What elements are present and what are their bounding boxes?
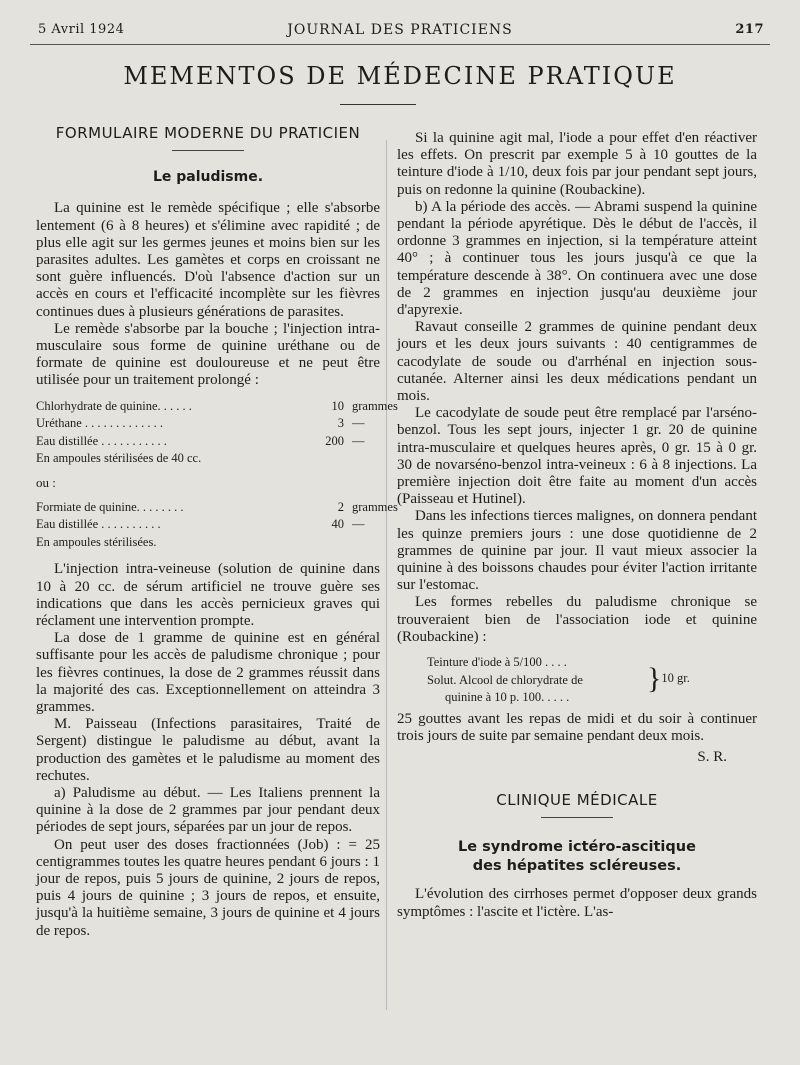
paragraph: a) Paludisme au début. — Les Italiens prennent la quinine à la dose de 2 grammes par jour pendant deux périodes de sept jours, séparées par un jour de repos.	[36, 784, 380, 836]
prescription	[36, 499, 398, 552]
signature: S. R.	[697, 749, 727, 765]
paragraph: On peut user des doses fractionnées (Job) : = 25 centigrammes toutes les quatre heures pendant 6 jours : 1 jour de repos, puis 5 jours de quinine, 2 jours de repos, puis 4 jours de quinine ; 3 jours de repos, et ensuite, jusqu'à la huitième semaine, 3 jours de quinine et 4 jours de repos.	[36, 836, 380, 939]
unit: grammes	[352, 499, 398, 514]
paragraph: Ravaut conseille 2 grammes de quinine pendant deux jours et les deux jours suivants : 40 centigrammes de cacodylate de soude ou d'arrhénal en injection sous-cutanée. Alterner ainsi les deux médications pendant un mois.	[397, 319, 757, 405]
paragraph: La dose de 1 gramme de quinine est en général suffisante pour les accès de paludisme chronique ; pour les fièvres continues, la dose de 2 grammes réussit dans la majorité des cas. Exceptionnellement on atteindra 3 grammes.	[36, 630, 380, 715]
article-title-line: Le syndrome ictéro-ascitique	[458, 839, 696, 856]
ingredient: Eau distillée . . . . . . . . . .	[36, 517, 161, 532]
prescription	[427, 654, 757, 707]
page-number: 217	[735, 22, 764, 37]
quantity: 200	[325, 433, 344, 448]
paragraph: b) A la période des accès. — Abrami suspend la quinine pendant la période apyrétique. Dès le début de l'accès, il ordonne 3 grammes en injection, si la température atteint 40° ; à continuer tous les jours jusqu'à ce que la température descende à 38°. On continuera avec une dose de 2 grammes en injection jusqu'au deuxième jour d'apyrexie.	[397, 198, 757, 319]
quantity: 3	[337, 416, 344, 431]
prescription	[36, 398, 398, 468]
ingredient: quinine à 10 p. 100. . . . .	[445, 690, 570, 705]
unit: —	[352, 433, 365, 448]
section-heading: FORMULAIRE MODERNE DU PRATICIEN	[55, 124, 361, 142]
brace: }	[647, 662, 662, 696]
prescription-row	[36, 398, 398, 416]
paragraph: Si la quinine agit mal, l'iode a pour effet d'en réactiver les effets. On prescrit par exemple 5 à 10 gouttes de la teinture d'iode à 1/10, deux fois par jour pendant sept jours, puis on redonne la quinine (Roubackine).	[397, 130, 757, 198]
paragraph: M. Paisseau (Infections parasitaires, Traité de Sergent) distingue le paludisme au début, avant la production des gamètes et le paludisme au moment des rechutes.	[36, 716, 380, 784]
running-date: 5 Avril 1924	[38, 22, 125, 37]
prescription-row	[36, 415, 380, 433]
header-rule	[30, 44, 770, 45]
paragraph: L'évolution des cirrhoses permet d'opposer deux grands symptômes : l'ascite et l'ictère. L'as-	[397, 886, 757, 920]
right-column	[397, 130, 757, 921]
quantity: 40	[331, 517, 344, 532]
ingredient: Chlorhydrate de quinine. . . . . .	[36, 398, 192, 413]
paragraph: La quinine est le remède spécifique ; elle s'absorbe lentement (6 à 8 heures) et s'élimine avec rapidité ; de plus elle agit sur les germes jeunes et moins bien sur les parasites adultes. Les gamètes et corps en croissant ne sont guère influencés. D'où l'absence d'action sur un accès en cours et l'efficacité incomplète sur les fièvres continues dues à plusieurs générations de parasites.	[36, 200, 380, 320]
unit: grammes	[352, 398, 398, 413]
ingredient: Eau distillée . . . . . . . . . . .	[36, 433, 167, 448]
quantity: 2	[337, 499, 344, 514]
paragraph: Le cacodylate de soude peut être remplacé par l'arséno-benzol. Tous les sept jours, injecter 1 gr. 20 de quinine intra-musculaire et quelques heures après, 0 gr. 15 à 0 gr. 30 de novarséno-benzol intra-veineux : 6 à 8 injections. La première injection doit être faite au moment d'un accès (Paisseau et Hutinel).	[397, 405, 757, 508]
section-rule	[541, 817, 613, 818]
paragraph: Les formes rebelles du paludisme chronique se trouveraient bien de l'association iode et quinine (Roubackine) :	[397, 594, 757, 645]
ingredient: Teinture d'iode à 5/100 . . . .	[427, 655, 567, 670]
prescription-row	[36, 433, 380, 451]
alternative-label: ou :	[36, 474, 56, 490]
ingredient: Solut. Alcool de chlorydrate de	[427, 672, 583, 687]
paragraph: Le remède s'absorbe par la bouche ; l'injection intra-musculaire sous forme de quinine uréthane ou de formate de quinine est douloureuse et ne peut être utilisée pour un traitement prolongé :	[36, 320, 380, 389]
ingredient: Formiate de quinine. . . . . . . .	[36, 499, 184, 514]
quantity: 10	[331, 398, 344, 413]
ingredient: Uréthane . . . . . . . . . . . . .	[36, 416, 164, 431]
article-subtitle: Le paludisme.	[152, 169, 264, 186]
column-divider	[386, 140, 387, 1010]
unit: —	[352, 517, 365, 532]
prescription-row	[36, 499, 398, 517]
article-title-line: des hépatites scléreuses.	[472, 858, 682, 875]
quantity: 10 gr.	[661, 671, 690, 686]
section-heading: CLINIQUE MÉDICALE	[496, 791, 658, 810]
page-title: MEMENTOS DE MÉDECINE PRATIQUE	[123, 62, 677, 90]
prescription-row	[36, 516, 380, 534]
running-journal-title: JOURNAL DES PRATICIENS	[287, 22, 513, 38]
paragraph: Dans les infections tierces malignes, on donnera pendant les quinze premiers jours : une dose quotidienne de 2 grammes de quinine par jour. Il vaut mieux associer la quinine à des boissons chaudes pour éviter l'action irritante sur l'estomac.	[397, 508, 757, 594]
prescription-note: En ampoules stérilisées de 40 cc.	[36, 451, 202, 466]
paragraph: 25 gouttes avant les repas de midi et du soir à continuer trois jours de suite par semaine pendant deux mois.	[397, 710, 757, 744]
title-rule	[340, 104, 416, 105]
paragraph: L'injection intra-veineuse (solution de quinine dans 10 à 20 cc. de sérum artificiel ne trouve guère ses indications que dans les accès pernicieux graves qui réclament une intervention prompte.	[36, 561, 380, 629]
unit: —	[352, 416, 365, 431]
prescription-lines	[427, 654, 647, 707]
prescription-note: En ampoules stérilisées.	[36, 534, 157, 549]
left-column	[36, 124, 398, 940]
section-rule	[172, 150, 244, 151]
